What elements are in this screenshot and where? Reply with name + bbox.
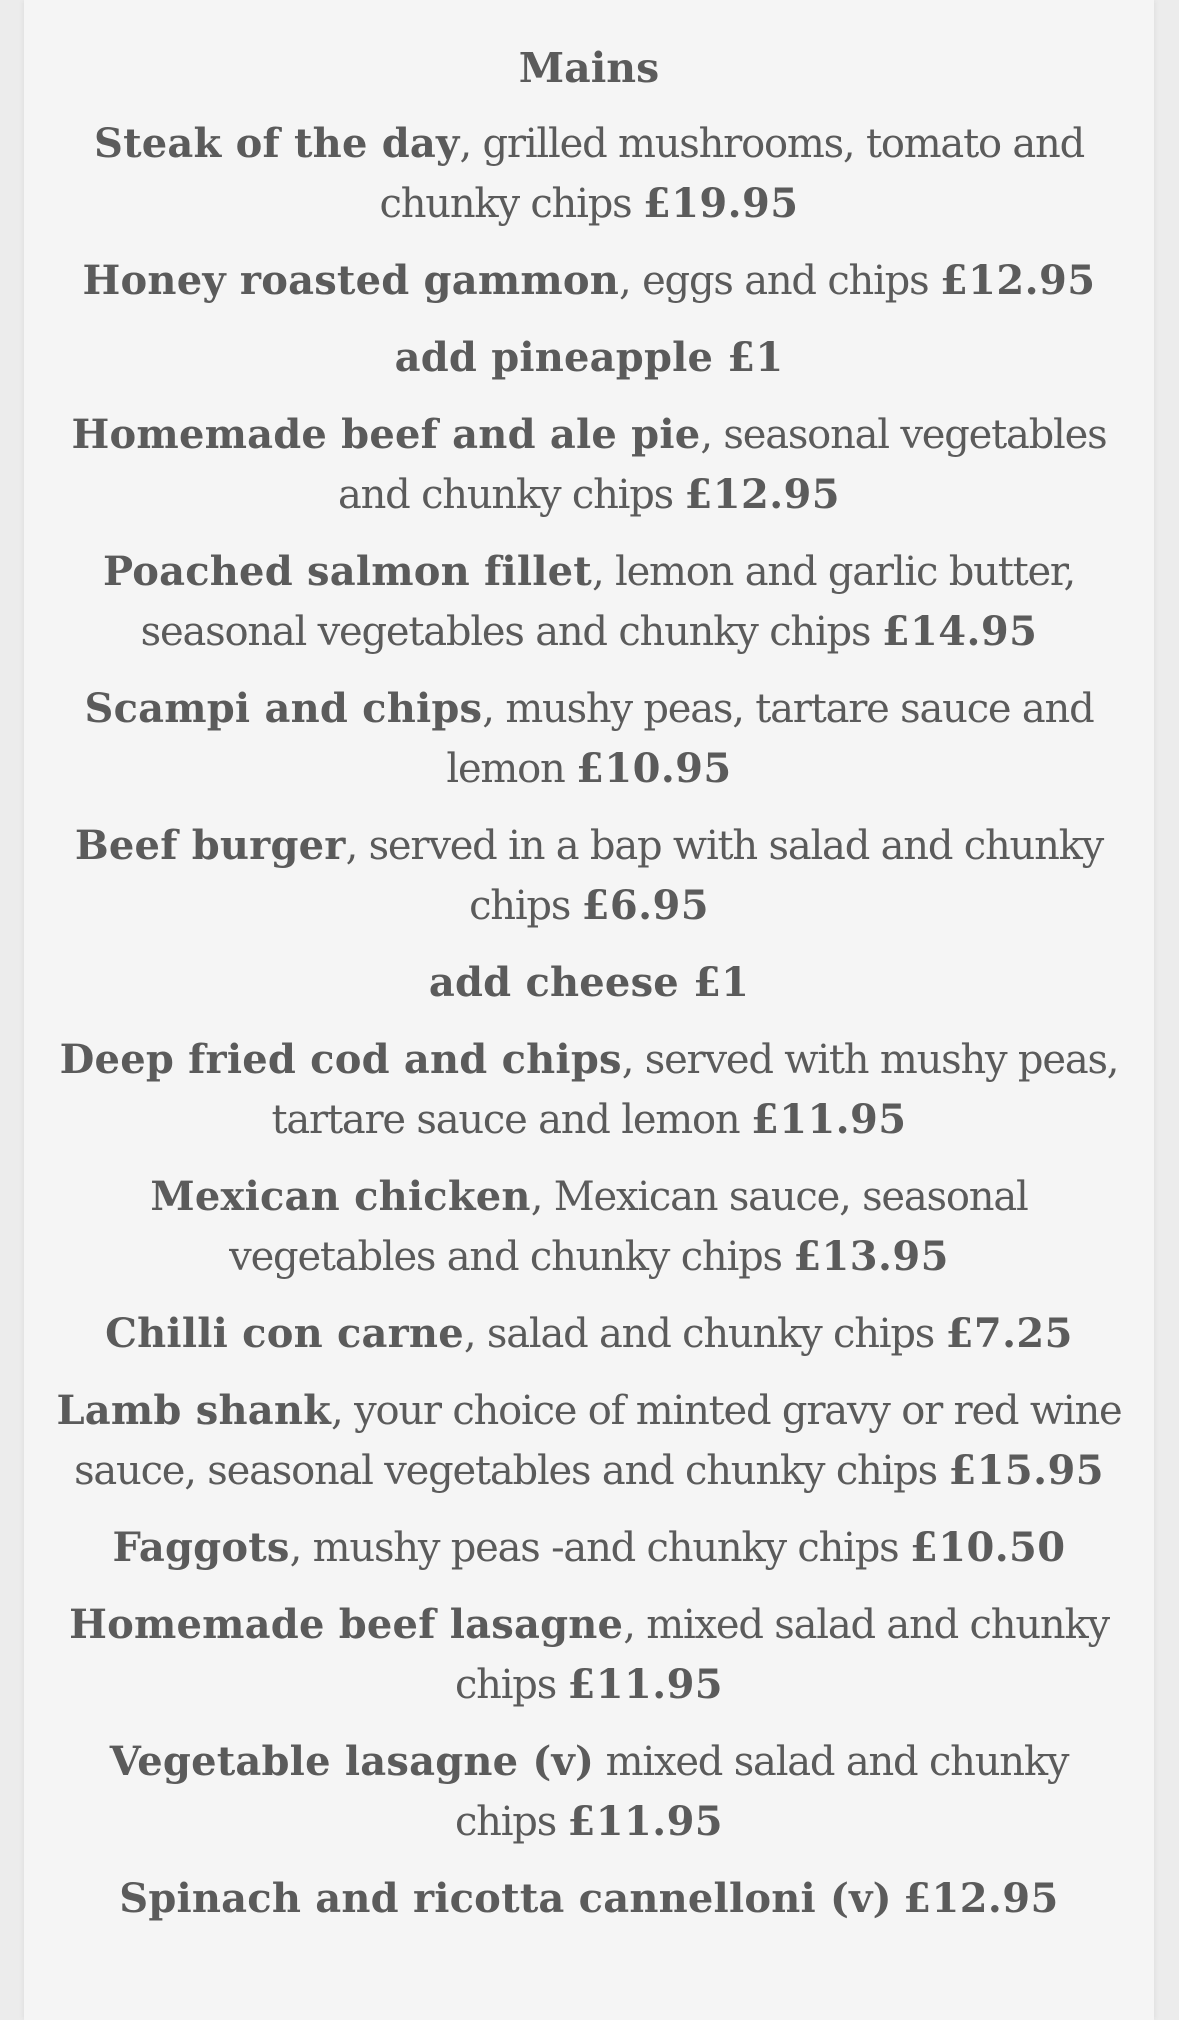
section-heading: Mains	[518, 44, 660, 92]
item-price: £6.95	[581, 882, 709, 929]
menu-item-steak	[54, 114, 1124, 234]
menu-addon-cheese	[54, 953, 1124, 1013]
addon-text: add cheese £1	[428, 959, 750, 1006]
item-name: Spinach and ricotta cannelloni (v)	[119, 1875, 892, 1922]
menu-item-cannelloni	[54, 1869, 1124, 1929]
item-separator	[892, 1876, 904, 1922]
menu-item-vegetable-lasagne	[54, 1732, 1124, 1852]
item-separator: ,	[463, 1311, 487, 1357]
item-price: £19.95	[642, 180, 799, 227]
menu-addon-pineapple	[54, 328, 1124, 388]
item-separator: ,	[345, 823, 369, 869]
item-price: £13.95	[793, 1233, 949, 1280]
item-separator	[594, 1739, 606, 1785]
item-description: lemon and garlic butter, seasonal vegetables and chunky chips	[140, 549, 1075, 655]
item-description: served with mushy peas, tartare sauce and lemon	[271, 1037, 1119, 1143]
item-description: salad and chunky chips	[486, 1311, 935, 1357]
item-price: £12.95	[684, 471, 841, 518]
item-separator: ,	[700, 412, 724, 458]
menu-item-scampi	[54, 679, 1124, 799]
item-price: £15.95	[948, 1447, 1104, 1494]
item-description: seasonal vegetables and chunky chips	[337, 412, 1107, 518]
item-separator: ,	[331, 1388, 355, 1434]
item-name: Scampi and chips	[84, 685, 483, 732]
item-price: £10.95	[576, 745, 732, 792]
item-price: £12.95	[939, 257, 1096, 304]
item-description: eggs and chips	[642, 258, 929, 304]
item-description: served in a bap with salad and chunky chips	[368, 823, 1104, 929]
menu-item-gammon	[54, 251, 1124, 311]
item-price: £11.95	[567, 1798, 724, 1845]
item-name: Homemade beef and ale pie	[71, 411, 701, 458]
item-name: Faggots	[112, 1524, 290, 1571]
item-name: Beef burger	[74, 822, 346, 869]
item-separator: ,	[482, 686, 506, 732]
item-separator: ,	[289, 1525, 313, 1571]
item-separator: ,	[619, 258, 643, 304]
menu-item-chilli	[54, 1304, 1124, 1364]
item-price: £11.95	[750, 1096, 907, 1143]
item-description: mixed salad and chunky chips	[454, 1739, 1069, 1845]
item-description: Mexican sauce, seasonal vegetables and chunky chips	[229, 1174, 1028, 1280]
item-description: mushy peas, tartare sauce and lemon	[446, 686, 1094, 792]
item-separator: ,	[623, 1602, 647, 1648]
item-name: Lamb shank	[56, 1387, 332, 1434]
item-price: £7.25	[945, 1310, 1073, 1357]
item-price: £12.95	[903, 1875, 1059, 1922]
item-name: Chilli con carne	[105, 1310, 464, 1357]
menu-item-mexican-chicken	[54, 1167, 1124, 1287]
item-name: Mexican chicken	[150, 1173, 531, 1220]
item-description: your choice of minted gravy or red wine sauce, seasonal vegetables and chunky chips	[74, 1388, 1122, 1494]
item-price: £10.50	[910, 1524, 1066, 1571]
menu-item-faggots	[54, 1518, 1124, 1578]
item-separator: ,	[621, 1037, 645, 1083]
item-name: Homemade beef lasagne	[69, 1601, 624, 1648]
item-price: £14.95	[881, 608, 1038, 655]
item-price: £11.95	[567, 1661, 724, 1708]
item-separator: ,	[530, 1174, 554, 1220]
menu-item-salmon	[54, 542, 1124, 662]
item-separator: ,	[591, 549, 615, 595]
menu-item-beef-lasagne	[54, 1595, 1124, 1715]
menu-item-beef-burger	[54, 816, 1124, 936]
menu-item-cod	[54, 1030, 1124, 1150]
item-description: grilled mushrooms, tomato and chunky chips	[379, 121, 1084, 227]
item-name: Deep fried cod and chips	[59, 1036, 622, 1083]
item-name: Steak of the day	[94, 120, 460, 167]
menu-page	[24, 0, 1154, 2020]
addon-text: add pineapple £1	[394, 334, 784, 381]
item-name: Honey roasted gammon	[82, 257, 620, 304]
item-description: mixed salad and chunky chips	[454, 1602, 1109, 1708]
mains-menu	[24, 38, 1154, 1946]
item-name: Vegetable lasagne (v)	[109, 1738, 595, 1785]
item-name: Poached salmon fillet	[103, 548, 592, 595]
item-separator: ,	[459, 121, 483, 167]
menu-item-beef-ale-pie	[54, 405, 1124, 525]
menu-item-lamb-shank	[54, 1381, 1124, 1501]
item-description: mushy peas -and chunky chips	[312, 1525, 899, 1571]
